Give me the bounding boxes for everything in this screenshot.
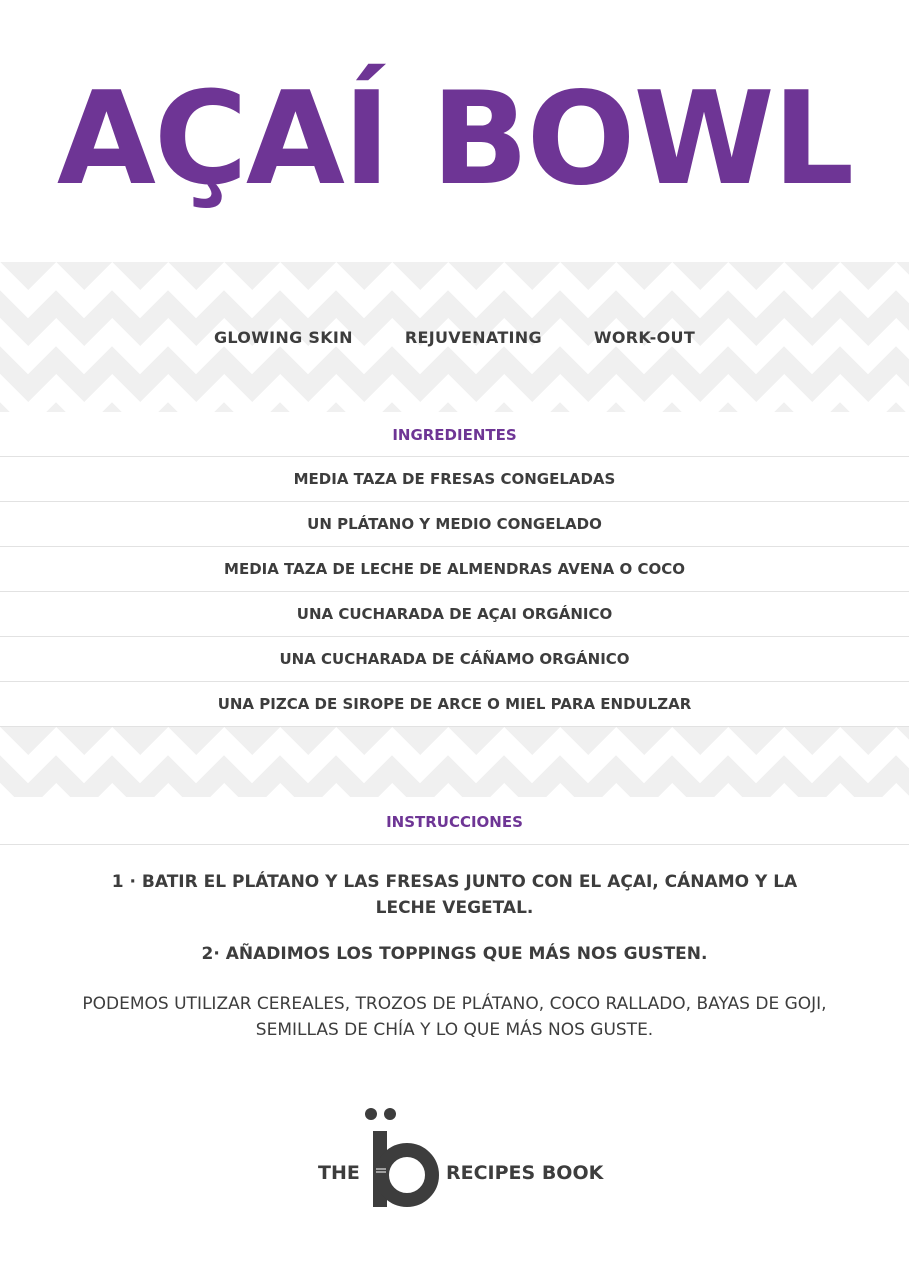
- brand-suffix: RECIPES BOOK: [446, 1162, 604, 1184]
- list-item: UNA PIZCA DE SIROPE DE ARCE O MIEL PARA ENDULZAR: [0, 681, 909, 727]
- list-item: MEDIA TAZA DE FRESAS CONGELADAS: [0, 456, 909, 501]
- recipe-title: AÇAÍ BOWL: [56, 65, 853, 214]
- divider: [0, 844, 909, 845]
- instruction-step-1: 1 · BATIR EL PLÁTANO Y LAS FRESAS JUNTO CON EL AÇAI, CÁNAMO Y LA LECHE VEGETAL.: [111, 872, 798, 918]
- chevron-band-middle: [0, 727, 909, 797]
- benefit-tags: [0, 328, 909, 347]
- list-item: UNA CUCHARADA DE CÁÑAMO ORGÁNICO: [0, 636, 909, 681]
- instruction-step-2: 2· AÑADIMOS LOS TOPPINGS QUE MÁS NOS GUSTEN.: [201, 944, 708, 964]
- brand-prefix: THE: [318, 1162, 360, 1184]
- list-item: UN PLÁTANO Y MEDIO CONGELADO: [0, 501, 909, 546]
- b-logo-icon: [362, 1105, 440, 1209]
- instruction-note: PODEMOS UTILIZAR CEREALES, TROZOS DE PLÁTANO, COCO RALLADO, BAYAS DE GOJI, SEMILLAS DE CHÍA Y LO QUE MÁS NOS GUSTE.: [82, 994, 827, 1040]
- list-item: UNA CUCHARADA DE AÇAI ORGÁNICO: [0, 591, 909, 636]
- instructions-heading: INSTRUCCIONES: [386, 813, 523, 831]
- brand-footer: [0, 1105, 909, 1215]
- tag-glowing-skin: GLOWING SKIN: [213, 328, 353, 347]
- ingredients-heading: INGREDIENTES: [392, 426, 517, 444]
- ingredients-list: [0, 456, 909, 727]
- tag-work-out: WORK-OUT: [593, 328, 696, 347]
- list-item: MEDIA TAZA DE LECHE DE ALMENDRAS AVENA O COCO: [0, 546, 909, 591]
- tag-rejuvenating: REJUVENATING: [404, 328, 542, 347]
